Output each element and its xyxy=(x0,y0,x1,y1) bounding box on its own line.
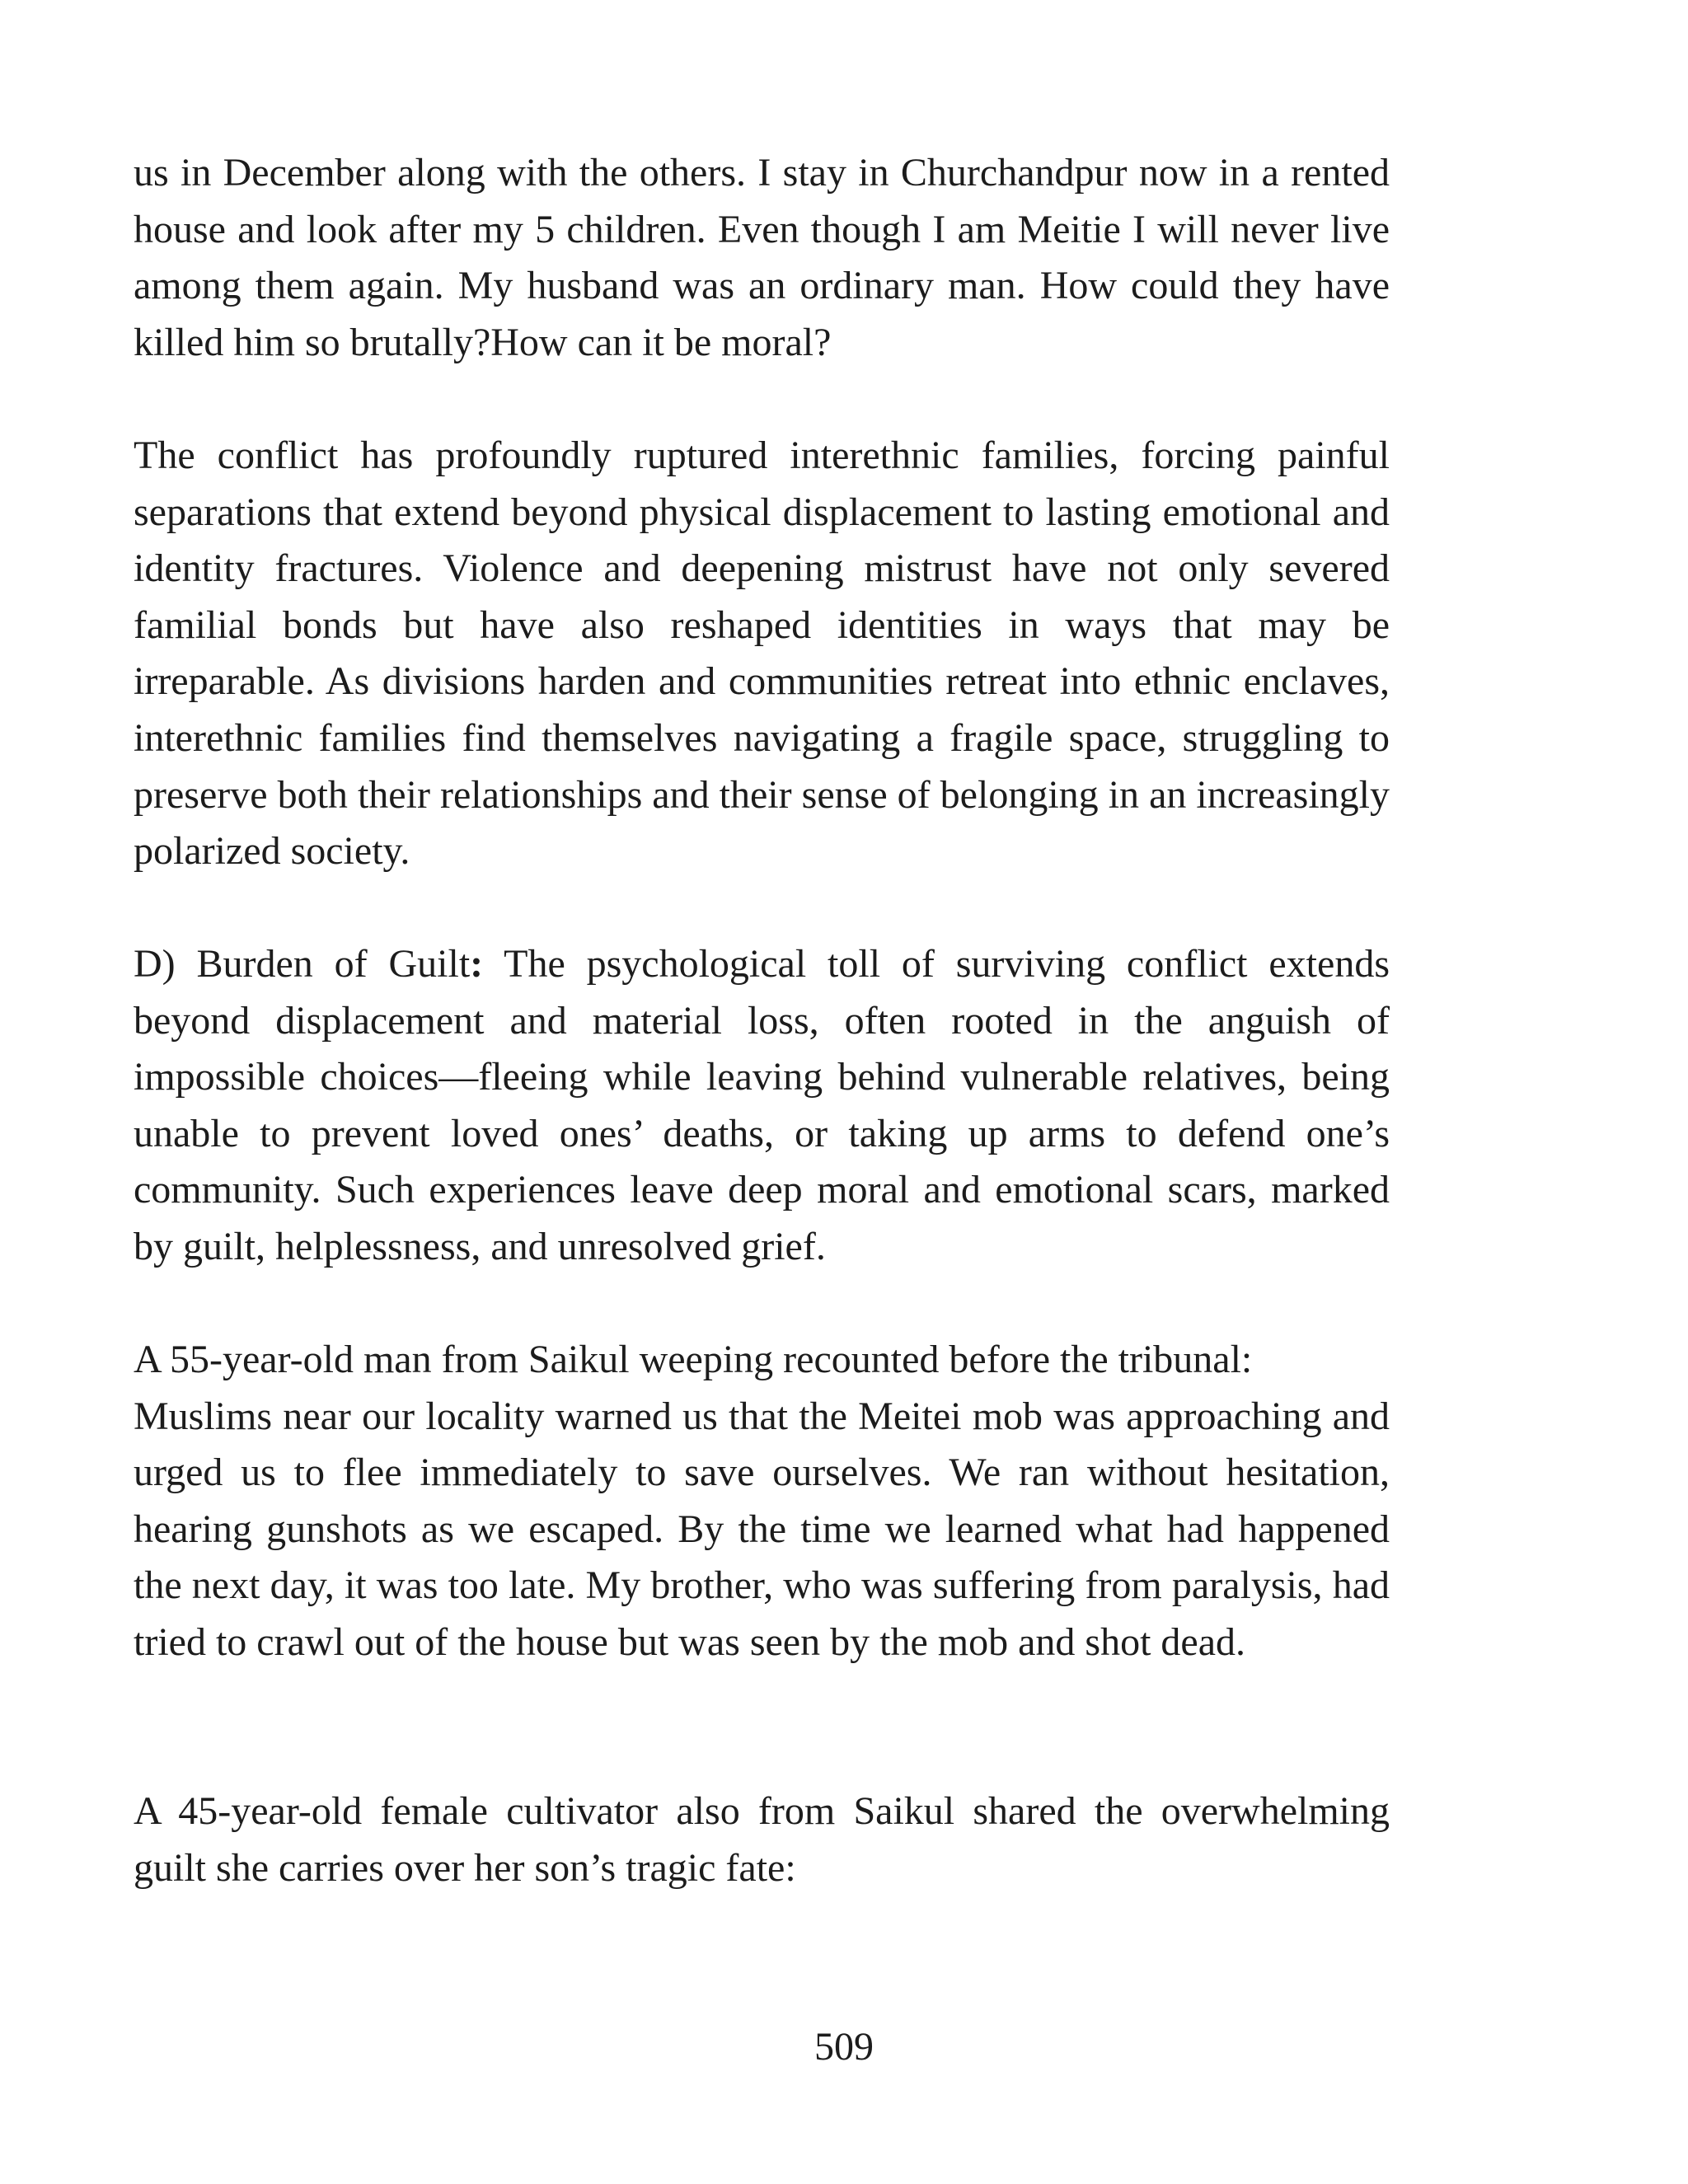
testimony-lead-line: A 55-year-old man from Saikul weeping recounted before the tribunal: xyxy=(134,1338,1253,1381)
section-heading-colon: : xyxy=(470,942,484,986)
paragraph-saikul-man-testimony xyxy=(134,1332,1390,1671)
paragraph-burden-of-guilt xyxy=(134,936,1390,1276)
section-heading-burden-of-guilt: D) Burden of Guilt xyxy=(134,942,471,986)
paragraph-interethnic-families: The conflict has profoundly ruptured interethnic families, forcing painful separations that extend beyond physical displacement to lasting emotional and identity fractures. Violence and deepening mistrust have not only severed familial bonds but have also reshaped identities in ways that may be irreparable. As divisions harden and communities retreat into ethnic enclaves, interethnic families find themselves navigating a fragile space, struggling to preserve both their relationships and their sense of belonging in an increasingly polarized society. xyxy=(134,434,1390,874)
testimony-body: Muslims near our locality warned us that the Meitei mob was approaching and urged us to flee immediately to save ourselves. We ran without hesitation, hearing gunshots as we escaped. By the time we learned what had happened the next day, it was too late. My brother, who was suffering from paralysis, had tried to crawl out of the house but was seen by the mob and shot dead. xyxy=(134,1394,1390,1664)
page-number: 509 xyxy=(814,2025,874,2069)
paragraph-testimony-continuation: us in December along with the others. I stay in Churchandpur now in a rented house and look after my 5 children. Even though I am Meitie I will never live among them again. My husband was an ordinary man. How could they have killed him so brutally?How can it be moral? xyxy=(134,151,1390,364)
paragraph-female-cultivator-intro: A 45-year-old female cultivator also from Saikul shared the overwhelming guilt she carries over her son’s tragic fate: xyxy=(134,1789,1390,1890)
paragraph-burden-of-guilt-body: The psychological toll of surviving conflict extends beyond displacement and material loss, often rooted in the anguish of impossible choices—fleeing while leaving behind vulnerable relatives, being unable to prevent loved ones’ deaths, or taking up arms to defend one’s community. Such experiences leave deep moral and emotional scars, marked by guilt, helplessness, and unresolved grief. xyxy=(134,942,1390,1268)
